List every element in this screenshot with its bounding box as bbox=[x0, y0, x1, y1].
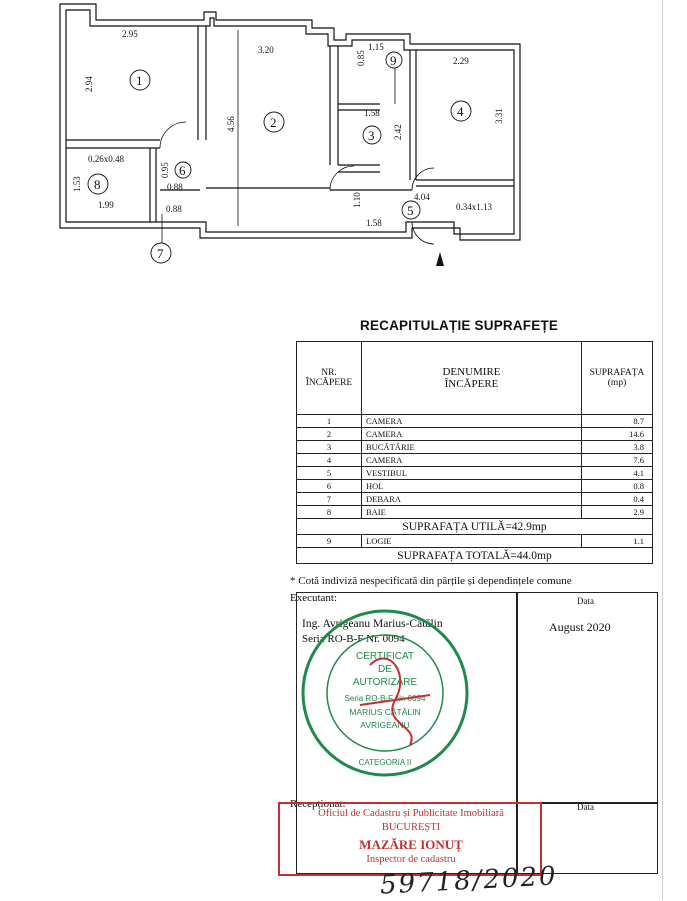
cell-name: VESTIBUL bbox=[362, 467, 582, 480]
cell-name: BAIE bbox=[362, 506, 582, 519]
dim-r1-height: 2.94 bbox=[84, 76, 94, 92]
table-row-loggia bbox=[297, 535, 653, 548]
dim-r7-a: 0.88 bbox=[166, 204, 182, 214]
cell-area: 14.6 bbox=[582, 428, 653, 441]
loggia-area: 1.1 bbox=[582, 535, 653, 548]
dim-r3-height: 2.42 bbox=[393, 124, 403, 140]
room-number-5: 5 bbox=[407, 203, 414, 218]
dim-r2-width: 3.20 bbox=[258, 45, 274, 55]
dim-r2-height: 4.56 bbox=[226, 116, 236, 132]
loggia-name: LOGIE bbox=[362, 535, 582, 548]
cell-nr: 7 bbox=[297, 493, 362, 506]
dim-r8-a: 0.26x0.48 bbox=[88, 154, 124, 164]
table-row bbox=[297, 415, 653, 428]
cell-nr: 1 bbox=[297, 415, 362, 428]
cota-note: * Cotă indiviză nespecificată din părțile și dependințele comune bbox=[290, 575, 572, 587]
dim-r5-b: 1.10 bbox=[352, 192, 362, 208]
table-row bbox=[297, 506, 653, 519]
dim-r9-width: 1.15 bbox=[368, 42, 384, 52]
header-suprafata: SUPRAFAȚA (mp) bbox=[582, 342, 653, 415]
room-number-8: 8 bbox=[94, 177, 101, 192]
dim-r5-a: 4.04 bbox=[414, 192, 430, 202]
cell-area: 7.6 bbox=[582, 454, 653, 467]
receptionat-label: Recepționat: bbox=[290, 798, 346, 810]
cell-nr: 5 bbox=[297, 467, 362, 480]
cell-nr: 3 bbox=[297, 441, 362, 454]
header-nr: NR. ÎNCĂPERE bbox=[297, 342, 362, 415]
dim-r8-height: 1.53 bbox=[72, 176, 82, 192]
cell-nr: 4 bbox=[297, 454, 362, 467]
stamp-office: Oficiul de Cadastru și Publicitate Imobiliară bbox=[318, 808, 504, 819]
suprafata-totala: SUPRAFAȚA TOTALĂ=44.0mp bbox=[297, 548, 653, 564]
cell-nr: 8 bbox=[297, 506, 362, 519]
recap-table bbox=[296, 341, 653, 564]
seal-line6: AVRIGEANU bbox=[360, 720, 410, 730]
seal-line5: MARIUS CĂTĂLIN bbox=[349, 707, 421, 717]
room-number-7: 7 bbox=[157, 246, 164, 261]
room-number-9: 9 bbox=[390, 53, 397, 68]
dim-r8-width: 1.99 bbox=[98, 200, 114, 210]
room-number-2: 2 bbox=[270, 115, 277, 130]
recap-rows bbox=[297, 415, 653, 519]
suprafata-utila: SUPRAFAȚA UTILĂ=42.9mp bbox=[297, 519, 653, 535]
cell-nr: 2 bbox=[297, 428, 362, 441]
entry-arrow-icon bbox=[436, 252, 444, 266]
cell-name: CAMERA bbox=[362, 415, 582, 428]
executant-name: Ing. Avrigeanu Marius-Cătălin bbox=[302, 618, 443, 630]
table-row bbox=[297, 441, 653, 454]
cell-name: CAMERA bbox=[362, 454, 582, 467]
cell-area: 8.7 bbox=[582, 415, 653, 428]
seal-line3: AUTORIZARE bbox=[352, 677, 418, 688]
cell-area: 0.8 bbox=[582, 480, 653, 493]
authorization-seal bbox=[300, 605, 470, 780]
dim-r9-height: 0.85 bbox=[356, 50, 366, 66]
stamp-role: Inspector de cadastru bbox=[366, 854, 456, 865]
stamp-city: BUCUREȘTI bbox=[381, 822, 441, 833]
cell-area: 2.9 bbox=[582, 506, 653, 519]
table-row bbox=[297, 467, 653, 480]
cell-area: 0.4 bbox=[582, 493, 653, 506]
executant-date: August 2020 bbox=[549, 620, 611, 634]
recap-title: RECAPITULAȚIE SUPRAFEȚE bbox=[360, 318, 559, 333]
seal-line1: CERTIFICAT bbox=[356, 651, 414, 662]
cell-nr: 6 bbox=[297, 480, 362, 493]
cell-name: BUCĂTĂRIE bbox=[362, 441, 582, 454]
dim-r5-c: 1.58 bbox=[366, 218, 382, 228]
dim-r1-width: 2.95 bbox=[122, 29, 138, 39]
table-row bbox=[297, 480, 653, 493]
dim-r4-height: 3.31 bbox=[494, 108, 504, 124]
room-number-1: 1 bbox=[136, 73, 143, 88]
table-row bbox=[297, 493, 653, 506]
header-denumire: DENUMIRE ÎNCĂPERE bbox=[362, 342, 582, 415]
floor-plan bbox=[0, 0, 687, 290]
executant-label: Executant: bbox=[290, 592, 338, 604]
cell-name: CAMERA bbox=[362, 428, 582, 441]
receptionat-data-label: Data bbox=[577, 802, 594, 812]
seal-line2: DE bbox=[378, 664, 392, 675]
cell-name: DEBARA bbox=[362, 493, 582, 506]
room-number-6: 6 bbox=[179, 163, 186, 178]
dim-r4-b: 0.34x1.13 bbox=[456, 202, 492, 212]
table-row bbox=[297, 454, 653, 467]
dim-r3-width: 1.58 bbox=[364, 108, 380, 118]
room-number-4: 4 bbox=[457, 104, 464, 119]
executant-data-label: Data bbox=[577, 596, 594, 606]
cell-area: 4.1 bbox=[582, 467, 653, 480]
seal-line7: CATEGORIA II bbox=[358, 758, 412, 767]
cell-name: HOL bbox=[362, 480, 582, 493]
loggia-nr: 9 bbox=[297, 535, 362, 548]
executant-serie: Seria RO-B-F Nr. 0094 bbox=[302, 633, 405, 645]
seal-line4: Seria RO-B-F Nr. 0094 bbox=[344, 694, 426, 703]
room-number-3: 3 bbox=[368, 128, 375, 143]
cell-area: 3.8 bbox=[582, 441, 653, 454]
handwritten-number: 59718/2020 bbox=[379, 861, 559, 901]
dim-r6-b: 0.88 bbox=[167, 182, 183, 192]
stamp-person: MAZĂRE IONUȚ bbox=[359, 837, 463, 852]
dim-r4-width: 2.29 bbox=[453, 56, 469, 66]
dim-r6-a: 0.95 bbox=[160, 162, 170, 178]
table-row bbox=[297, 428, 653, 441]
